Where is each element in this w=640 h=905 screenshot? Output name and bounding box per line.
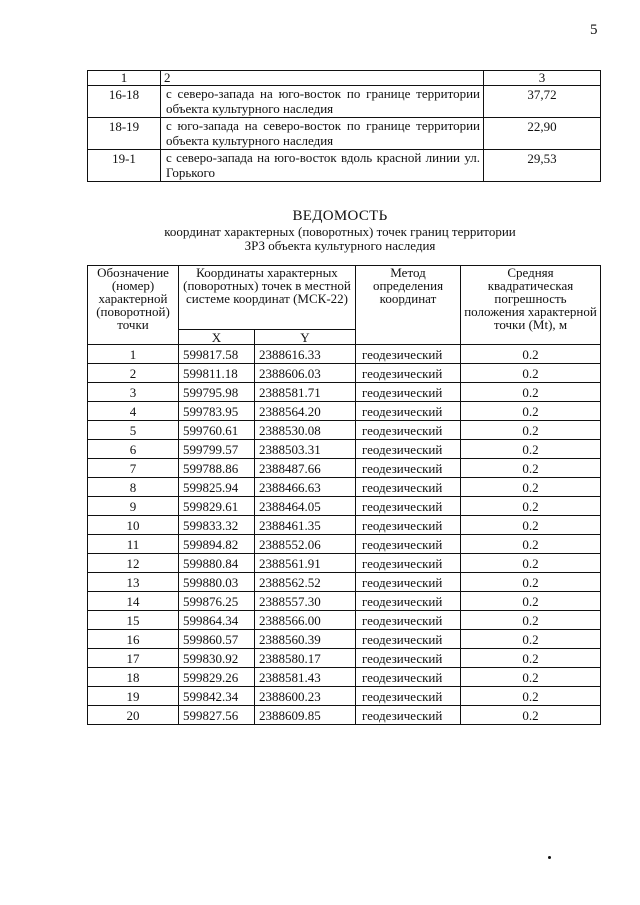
point-number-cell: 10 [88,516,179,535]
error-cell: 0.2 [461,668,601,687]
error-cell: 0.2 [461,535,601,554]
point-number-cell: 7 [88,459,179,478]
length-cell: 29,53 [484,150,601,182]
method-cell: геодезический [356,630,461,649]
x-coordinate-cell: 599825.94 [179,478,255,497]
table-row [88,497,601,516]
table-row [88,86,601,118]
y-coordinate-cell: 2388560.39 [255,630,356,649]
point-number-cell: 14 [88,592,179,611]
table-row [88,383,601,402]
segment-cell: 16-18 [88,86,161,118]
point-number-cell: 1 [88,345,179,364]
x-coordinate-cell: 599788.86 [179,459,255,478]
error-cell: 0.2 [461,630,601,649]
x-coordinate-cell: 599842.34 [179,687,255,706]
point-number-cell: 15 [88,611,179,630]
description-cell: с юго-запада на северо-восток по границе территории объекта культурного наследия [161,118,484,150]
method-cell: геодезический [356,402,461,421]
method-cell: геодезический [356,687,461,706]
x-coordinate-cell: 599799.57 [179,440,255,459]
column-number-1: 1 [88,71,161,86]
table-row [88,516,601,535]
point-number-header: Обозначение (номер) характерной (поворотной) точки [88,266,179,345]
coordinates-header-row [88,266,601,330]
x-coordinate-cell: 599829.61 [179,497,255,516]
error-cell: 0.2 [461,478,601,497]
page-number: 5 [590,22,598,38]
segment-cell: 19-1 [88,150,161,182]
boundary-segments-table [87,70,601,182]
table-row [88,402,601,421]
table-row [88,150,601,182]
y-coordinate-cell: 2388606.03 [255,364,356,383]
point-number-cell: 4 [88,402,179,421]
column-number-2: 2 [161,71,484,86]
y-coordinate-cell: 2388464.05 [255,497,356,516]
document-title: ВЕДОМОСТЬ [292,208,388,224]
method-cell: геодезический [356,554,461,573]
y-coordinate-cell: 2388503.31 [255,440,356,459]
y-header: Y [255,330,356,345]
method-cell: геодезический [356,668,461,687]
y-coordinate-cell: 2388564.20 [255,402,356,421]
method-header: Метод определения координат [356,266,461,345]
error-cell: 0.2 [461,554,601,573]
table-row [88,687,601,706]
length-cell: 22,90 [484,118,601,150]
error-cell: 0.2 [461,649,601,668]
table-row [88,345,601,364]
y-coordinate-cell: 2388609.85 [255,706,356,725]
error-header: Средняя квадратическая погрешность положения характерной точки (Mt), м [461,266,601,345]
table-row [88,554,601,573]
x-coordinate-cell: 599833.32 [179,516,255,535]
x-coordinate-cell: 599860.57 [179,630,255,649]
y-coordinate-cell: 2388487.66 [255,459,356,478]
point-number-cell: 12 [88,554,179,573]
table-row [88,649,601,668]
error-cell: 0.2 [461,516,601,535]
error-cell: 0.2 [461,421,601,440]
description-cell: с северо-запада на юго-восток вдоль красной линии ул. Горького [161,150,484,182]
coordinates-header: Координаты характерных (поворотных) точек в местной системе координат (МСК-22) [179,266,356,330]
method-cell: геодезический [356,364,461,383]
y-coordinate-cell: 2388581.43 [255,668,356,687]
method-cell: геодезический [356,706,461,725]
method-cell: геодезический [356,516,461,535]
point-number-cell: 13 [88,573,179,592]
point-number-cell: 20 [88,706,179,725]
x-coordinate-cell: 599783.95 [179,402,255,421]
x-coordinate-cell: 599795.98 [179,383,255,402]
error-cell: 0.2 [461,345,601,364]
error-cell: 0.2 [461,611,601,630]
method-cell: геодезический [356,459,461,478]
x-coordinate-cell: 599811.18 [179,364,255,383]
x-header: X [179,330,255,345]
method-cell: геодезический [356,535,461,554]
table-row [88,421,601,440]
table-row [88,706,601,725]
x-coordinate-cell: 599864.34 [179,611,255,630]
y-coordinate-cell: 2388566.00 [255,611,356,630]
error-cell: 0.2 [461,402,601,421]
table-row [88,611,601,630]
point-number-cell: 9 [88,497,179,516]
coordinates-table-body [88,345,601,725]
error-cell: 0.2 [461,573,601,592]
document-subtitle-line2: ЗРЗ объекта культурного наследия [244,238,436,253]
x-coordinate-cell: 599876.25 [179,592,255,611]
y-coordinate-cell: 2388552.06 [255,535,356,554]
x-coordinate-cell: 599880.84 [179,554,255,573]
error-cell: 0.2 [461,687,601,706]
table-row [88,459,601,478]
y-coordinate-cell: 2388581.71 [255,383,356,402]
y-coordinate-cell: 2388580.17 [255,649,356,668]
error-cell: 0.2 [461,383,601,402]
error-cell: 0.2 [461,706,601,725]
point-number-cell: 11 [88,535,179,554]
error-cell: 0.2 [461,364,601,383]
table-row [88,592,601,611]
point-number-cell: 3 [88,383,179,402]
method-cell: геодезический [356,345,461,364]
table-row [88,668,601,687]
x-coordinate-cell: 599829.26 [179,668,255,687]
description-cell: с северо-запада на юго-восток по границе территории объекта культурного наследия [161,86,484,118]
method-cell: геодезический [356,592,461,611]
error-cell: 0.2 [461,459,601,478]
table-row [88,535,601,554]
column-number-3: 3 [484,71,601,86]
error-cell: 0.2 [461,497,601,516]
point-number-cell: 17 [88,649,179,668]
segment-cell: 18-19 [88,118,161,150]
x-coordinate-cell: 599817.58 [179,345,255,364]
y-coordinate-cell: 2388461.35 [255,516,356,535]
y-coordinate-cell: 2388557.30 [255,592,356,611]
table-row [88,478,601,497]
method-cell: геодезический [356,478,461,497]
y-coordinate-cell: 2388561.91 [255,554,356,573]
table-row [88,118,601,150]
point-number-cell: 19 [88,687,179,706]
table-row [88,364,601,383]
point-number-cell: 6 [88,440,179,459]
error-cell: 0.2 [461,592,601,611]
y-coordinate-cell: 2388466.63 [255,478,356,497]
x-coordinate-cell: 599880.03 [179,573,255,592]
table-header-row [88,71,601,86]
method-cell: геодезический [356,649,461,668]
method-cell: геодезический [356,383,461,402]
method-cell: геодезический [356,573,461,592]
point-number-cell: 16 [88,630,179,649]
y-coordinate-cell: 2388616.33 [255,345,356,364]
table-row [88,630,601,649]
x-coordinate-cell: 599760.61 [179,421,255,440]
y-coordinate-cell: 2388530.08 [255,421,356,440]
method-cell: геодезический [356,611,461,630]
method-cell: геодезический [356,421,461,440]
x-coordinate-cell: 599827.56 [179,706,255,725]
point-number-cell: 2 [88,364,179,383]
error-cell: 0.2 [461,440,601,459]
document-subtitle-line1: координат характерных (поворотных) точек границ территории [164,224,516,239]
coordinates-table [87,265,601,725]
point-number-cell: 5 [88,421,179,440]
x-coordinate-cell: 599830.92 [179,649,255,668]
y-coordinate-cell: 2388562.52 [255,573,356,592]
x-coordinate-cell: 599894.82 [179,535,255,554]
method-cell: геодезический [356,497,461,516]
y-coordinate-cell: 2388600.23 [255,687,356,706]
point-number-cell: 18 [88,668,179,687]
ink-dot [548,856,551,859]
length-cell: 37,72 [484,86,601,118]
table-row [88,573,601,592]
point-number-cell: 8 [88,478,179,497]
table-row [88,440,601,459]
method-cell: геодезический [356,440,461,459]
